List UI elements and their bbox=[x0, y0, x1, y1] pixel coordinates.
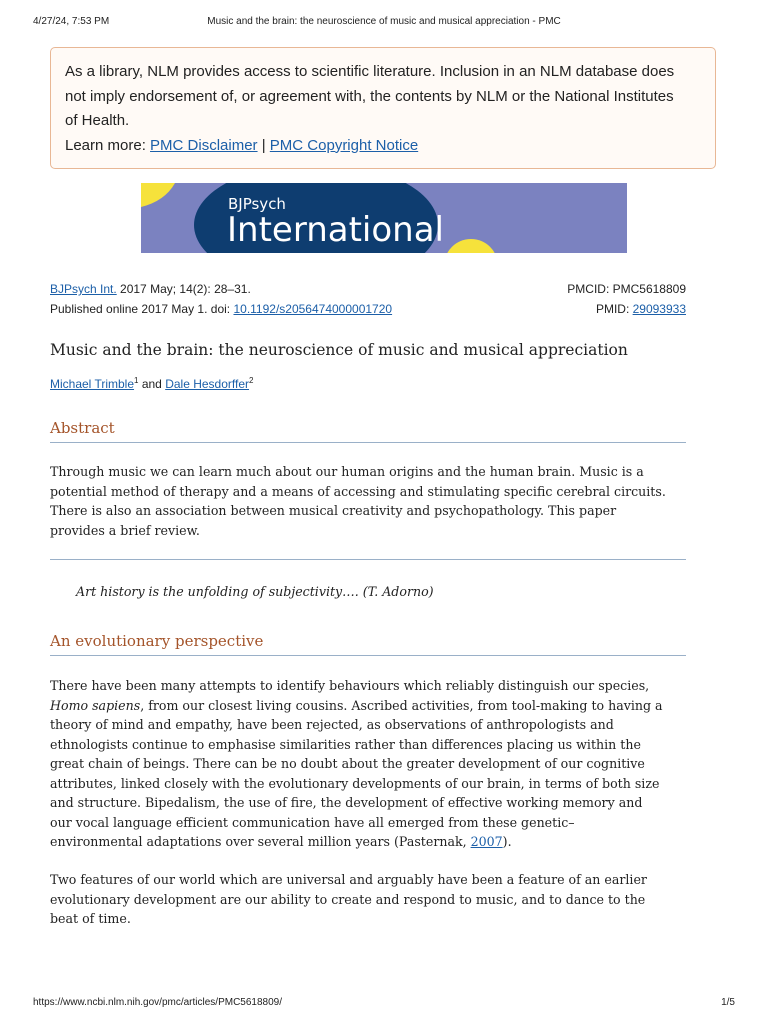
journal-banner[interactable] bbox=[141, 183, 627, 253]
banner-bjpsych: BJPsych bbox=[228, 195, 286, 213]
text-line: There is also an association between musical creativity and psychopathology. This paper bbox=[50, 503, 617, 518]
affiliation-sup: 1 bbox=[134, 376, 139, 385]
print-datetime: 4/27/24, 7:53 PM bbox=[33, 16, 110, 27]
species-name: Homo sapiens bbox=[50, 697, 141, 713]
pmcid: PMCID: PMC5618809 bbox=[567, 282, 686, 296]
section-paragraph bbox=[50, 676, 690, 852]
journal-link[interactable]: BJPsych Int. bbox=[50, 282, 117, 296]
text-line: provides a brief review. bbox=[50, 522, 200, 538]
text-line: beat of time. bbox=[50, 911, 131, 926]
learn-more-label: Learn more: bbox=[65, 136, 151, 154]
text-line: potential method of therapy and a means of accessing and stimulating specific cerebral circuits. bbox=[50, 483, 666, 499]
text-line: great chain of beings. There can be no doubt about the greater development of our cognitive bbox=[50, 756, 645, 771]
citation-details: 2017 May; 14(2): 28–31. bbox=[116, 282, 251, 296]
text-line: our vocal language efficient communication have all emerged from these genetic– bbox=[50, 814, 575, 830]
section-heading: An evolutionary perspective bbox=[50, 632, 686, 656]
text-line: Two features of our world which are universal and arguably have been a feature of an earlier bbox=[50, 872, 647, 887]
published-line bbox=[50, 302, 686, 316]
pmid-label: PMID: bbox=[595, 302, 633, 316]
pmc-disclaimer-link[interactable]: PMC Disclaimer bbox=[150, 136, 258, 154]
text-fragment: environmental adaptations over several million years (Pasternak, bbox=[50, 834, 471, 849]
text-line: ethnologists continue to emphasise similarities rather than differences placing us within the bbox=[50, 736, 641, 752]
pmid-link[interactable]: 29093933 bbox=[632, 302, 686, 316]
published-prefix: Published online 2017 May 1. doi: bbox=[50, 302, 234, 316]
print-url: https://www.ncbi.nlm.nih.gov/pmc/articles/PMC5618809/ bbox=[33, 997, 282, 1008]
section-paragraph bbox=[50, 870, 690, 929]
text-line: evolutionary development are our ability to create and respond to music, and to dance to the bbox=[50, 891, 646, 907]
text-line: theory of mind and empathy, have been rejected, as observations of anthropologists and bbox=[50, 717, 614, 732]
abstract-text bbox=[50, 462, 690, 540]
text-line: attributes, linked closely with the evolutionary developments of our brain, in terms of both size bbox=[50, 775, 660, 791]
link-separator: | bbox=[257, 136, 270, 154]
text-line: Through music we can learn much about our human origins and the human brain. Music is a bbox=[50, 464, 644, 479]
pmc-copyright-link[interactable]: PMC Copyright Notice bbox=[269, 136, 419, 154]
pmid bbox=[596, 302, 686, 316]
abstract-heading: Abstract bbox=[50, 419, 686, 443]
text-line: There have been many attempts to identify behaviours which reliably distinguish our species, bbox=[50, 678, 650, 693]
author-link[interactable]: Michael Trimble bbox=[50, 377, 135, 391]
author-conjunction: and bbox=[138, 377, 166, 391]
article-title: Music and the brain: the neuroscience of music and musical appreciation bbox=[50, 341, 628, 359]
reference-link[interactable]: 2007 bbox=[470, 834, 503, 849]
doi-link[interactable]: 10.1192/s2056474000001720 bbox=[233, 302, 393, 316]
journal-banner-logo bbox=[141, 183, 627, 253]
epigraph-quote: Art history is the unfolding of subjectivity…. (T. Adorno) bbox=[76, 584, 434, 599]
section-divider bbox=[50, 559, 686, 560]
notice-learn-more bbox=[65, 134, 701, 159]
print-page-number: 1/5 bbox=[721, 997, 735, 1008]
banner-international: International bbox=[227, 210, 444, 250]
nlm-disclaimer-notice bbox=[50, 47, 716, 169]
text-line bbox=[50, 832, 690, 852]
affiliation-sup: 2 bbox=[249, 376, 254, 385]
text-fragment: , from our closest living cousins. Ascribed activities, from tool-making to having a bbox=[140, 697, 663, 713]
text-line: and structure. Bipedalism, the use of fire, the development of effective working memory and bbox=[50, 795, 643, 810]
notice-line: of Health. bbox=[65, 112, 130, 129]
text-line bbox=[50, 696, 690, 716]
text-fragment: ). bbox=[502, 834, 512, 849]
author-link[interactable]: Dale Hesdorffer bbox=[165, 377, 250, 391]
notice-line: not imply endorsement of, or agreement with, the contents by NLM or the National Institutes bbox=[65, 87, 674, 105]
print-page-title: Music and the brain: the neuroscience of music and musical appreciation - PMC bbox=[207, 16, 561, 27]
notice-line: As a library, NLM provides access to scientific literature. Inclusion in an NLM database does bbox=[65, 63, 675, 80]
citation-line bbox=[50, 282, 686, 296]
author-list bbox=[50, 376, 253, 391]
